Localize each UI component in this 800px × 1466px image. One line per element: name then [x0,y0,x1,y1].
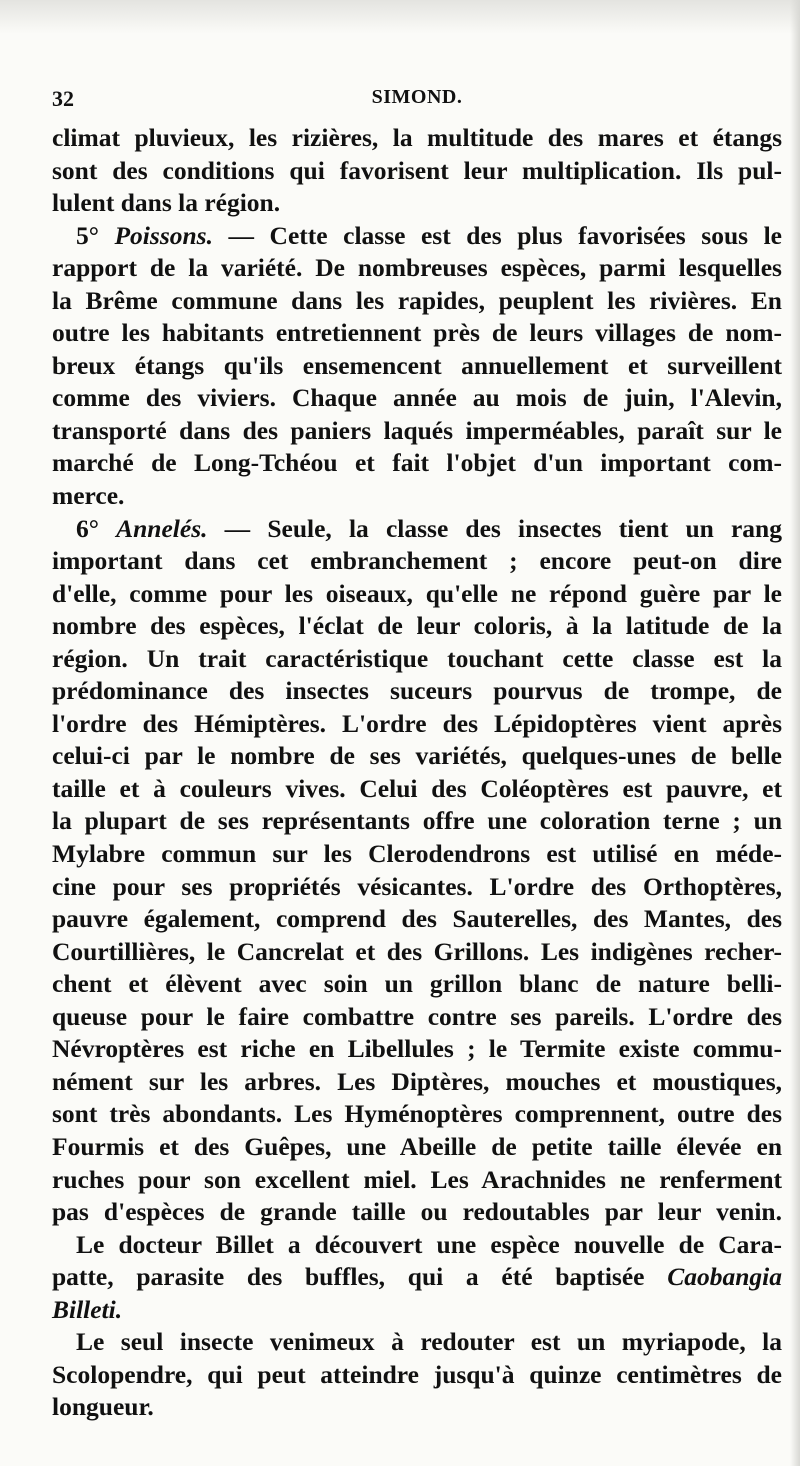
text-line: nombre des espèces, l'éclat de leur coloris, à la latitude de la [52,611,782,641]
text-line: Fourmis et des Guêpes, une Abeille de petite taille élevée en [52,1131,782,1161]
text-line: cine pour ses propriétés vésicantes. L'ordre des Orthoptères, [52,871,782,901]
text-line: nément sur les arbres. Les Diptères, mouches et moustiques, [52,1066,782,1096]
text-line: pas d'espèces de grande taille ou redoutables par leur venin. [52,1197,782,1227]
text-line: Névroptères est riche en Libellules ; le Termite existe commu- [52,1034,782,1064]
text-line: Courtillières, le Cancrelat et des Grillons. Les indigènes recher- [52,936,782,966]
page-top-shadow [0,0,800,34]
text-line: sont très abondants. Les Hyménoptères comprennent, outre des [52,1099,782,1129]
text-line: taille et à couleurs vives. Celui des Coléoptères est pauvre, et [52,773,782,803]
text-line: transporté dans des paniers laqués imperméables, paraît sur le [52,415,782,445]
text-line: sont des conditions qui favorisent leur multiplication. Ils pul- [52,155,782,185]
text-line: ruches pour son excellent miel. Les Arachnides ne renferment [52,1164,782,1194]
page-right-shadow [790,0,800,1466]
body-text [52,122,782,1424]
page-number: 32 [52,86,74,111]
text-line: chent et élèvent avec soin un grillon blanc de nature belli- [52,969,782,999]
text-line: prédominance des insectes suceurs pourvus de trompe, de [52,676,782,706]
section-number: 5° [76,220,115,250]
section-heading-line [52,513,782,546]
text-line: lulent dans la région. [52,188,281,218]
section-title: Poissons. [114,220,213,250]
section-text: — Seule, la classe des insectes tient un rang [207,513,782,543]
text-line: pauvre également, comprend des Sauterelles, des Mantes, des [52,904,782,934]
text-line: Le docteur Billet a découvert une espèce nouvelle de Cara- [76,1229,782,1259]
text-line: outre les habitants entretiennent près de leurs villages de nom- [52,318,782,348]
text-line: marché de Long-Tchéou et fait l'objet d'un important com- [52,448,782,478]
text-line: comme des viviers. Chaque année au mois de juin, l'Alevin, [52,383,782,413]
text-line: Scolopendre, qui peut atteindre jusqu'à quinze centimètres de [52,1359,782,1389]
text-line: rapport de la variété. De nombreuses espèces, parmi lesquelles [52,253,782,283]
text-line-with-species [52,1294,782,1327]
text-line: Le seul insecte venimeux à redouter est un myriapode, la [76,1327,782,1357]
text-line: celui-ci par le nombre de ses variétés, quelques-unes de belle [52,741,782,771]
text-line: important dans cet embranchement ; encore peut-on dire [52,546,782,576]
text-line: la Brême commune dans les rapides, peuplent les rivières. En [52,285,782,315]
species-epithet: Billeti. [52,1294,123,1324]
text-line: merce. [52,481,125,511]
running-head: SIMOND. [371,86,463,108]
section-text: — Cette classe est des plus favorisées sous le [212,220,782,250]
text-line: longueur. [52,1392,154,1422]
text-line: Mylabre commun sur les Clerodendrons est utilisé en méde- [52,839,782,869]
text-line: région. Un trait caractéristique touchant cette classe est la [52,643,782,673]
text-line: la plupart de ses représentants offre une coloration terne ; un [52,806,782,836]
section-number: 6° [76,513,117,543]
section-heading-line [52,220,782,253]
text-line: queuse pour le faire combattre contre ses pareils. L'ordre des [52,1001,782,1031]
text-line: climat pluvieux, les rizières, la multitude des mares et étangs [52,123,782,152]
section-title: Annelés. [116,513,208,543]
page-header [52,86,782,116]
text-line-with-species [52,1261,782,1294]
text-line: l'ordre des Hémiptères. L'ordre des Lépidoptères vient après [52,708,782,738]
text-line: breux étangs qu'ils ensemencent annuellement et surveillent [52,350,782,380]
species-genus: Caobangia [667,1262,782,1292]
text-line: d'elle, comme pour les oiseaux, qu'elle ne répond guère par le [52,578,782,608]
species-intro-text: patte, parasite des buffles, qui a été baptisée [52,1262,668,1292]
